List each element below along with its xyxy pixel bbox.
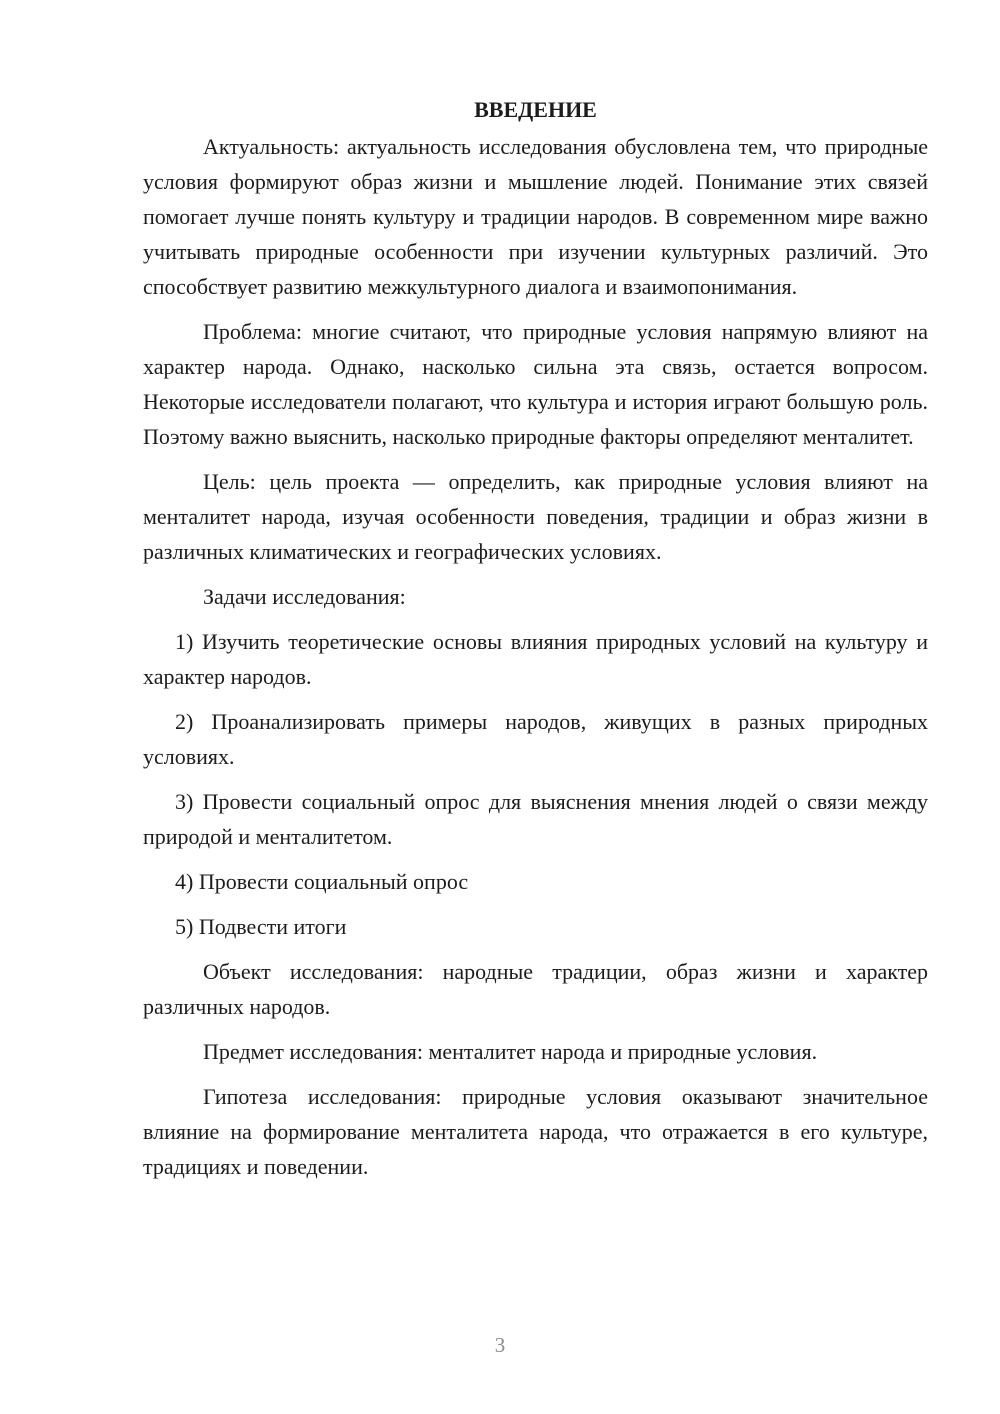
page-title: ВВЕДЕНИЕ [474,97,597,122]
task-item-4: 4) Провести социальный опрос [175,869,469,894]
task-item-3: 3) Провести социальный опрос для выяснения мнения людей о связи между природой и менталитетом. [143,789,928,849]
relevance-paragraph: Актуальность: актуальность исследования обусловлена тем, что природные условия формируют образ жизни и мышление людей. Понимание этих связей помогает лучше понять культуру и традиции народов. В современном мире важно учитывать природные особенности при изучении культурных различий. Это способствует развитию межкультурного диалога и взаимопонимания. [143,134,928,299]
subject-paragraph: Предмет исследования: менталитет народа и природные условия. [203,1039,818,1064]
object-paragraph: Объект исследования: народные традиции, образ жизни и характер различных народов. [143,959,928,1019]
page-number: 3 [494,1333,506,1357]
document-page [143,92,928,1194]
goal-paragraph: Цель: цель проекта — определить, как природные условия влияют на менталитет народа, изучая особенности поведения, традиции и образ жизни в различных климатических и географических условиях. [143,469,928,564]
tasks-heading: Задачи исследования: [203,584,406,609]
task-item-2: 2) Проанализировать примеры народов, живущих в разных природных условиях. [143,709,928,769]
task-item-1: 1) Изучить теоретические основы влияния природных условий на культуру и характер народов. [143,629,928,689]
problem-paragraph: Проблема: многие считают, что природные условия напрямую влияют на характер народа. Однако, насколько сильна эта связь, остается вопросом. Некоторые исследователи полагают, что культура и история играют большую роль. Поэтому важно выяснить, насколько природные факторы определяют менталитет. [143,319,928,449]
task-item-5: 5) Подвести итоги [175,914,347,939]
hypothesis-paragraph: Гипотеза исследования: природные условия оказывают значительное влияние на формирование менталитета народа, что отражается в его культуре, традициях и поведении. [143,1084,928,1179]
